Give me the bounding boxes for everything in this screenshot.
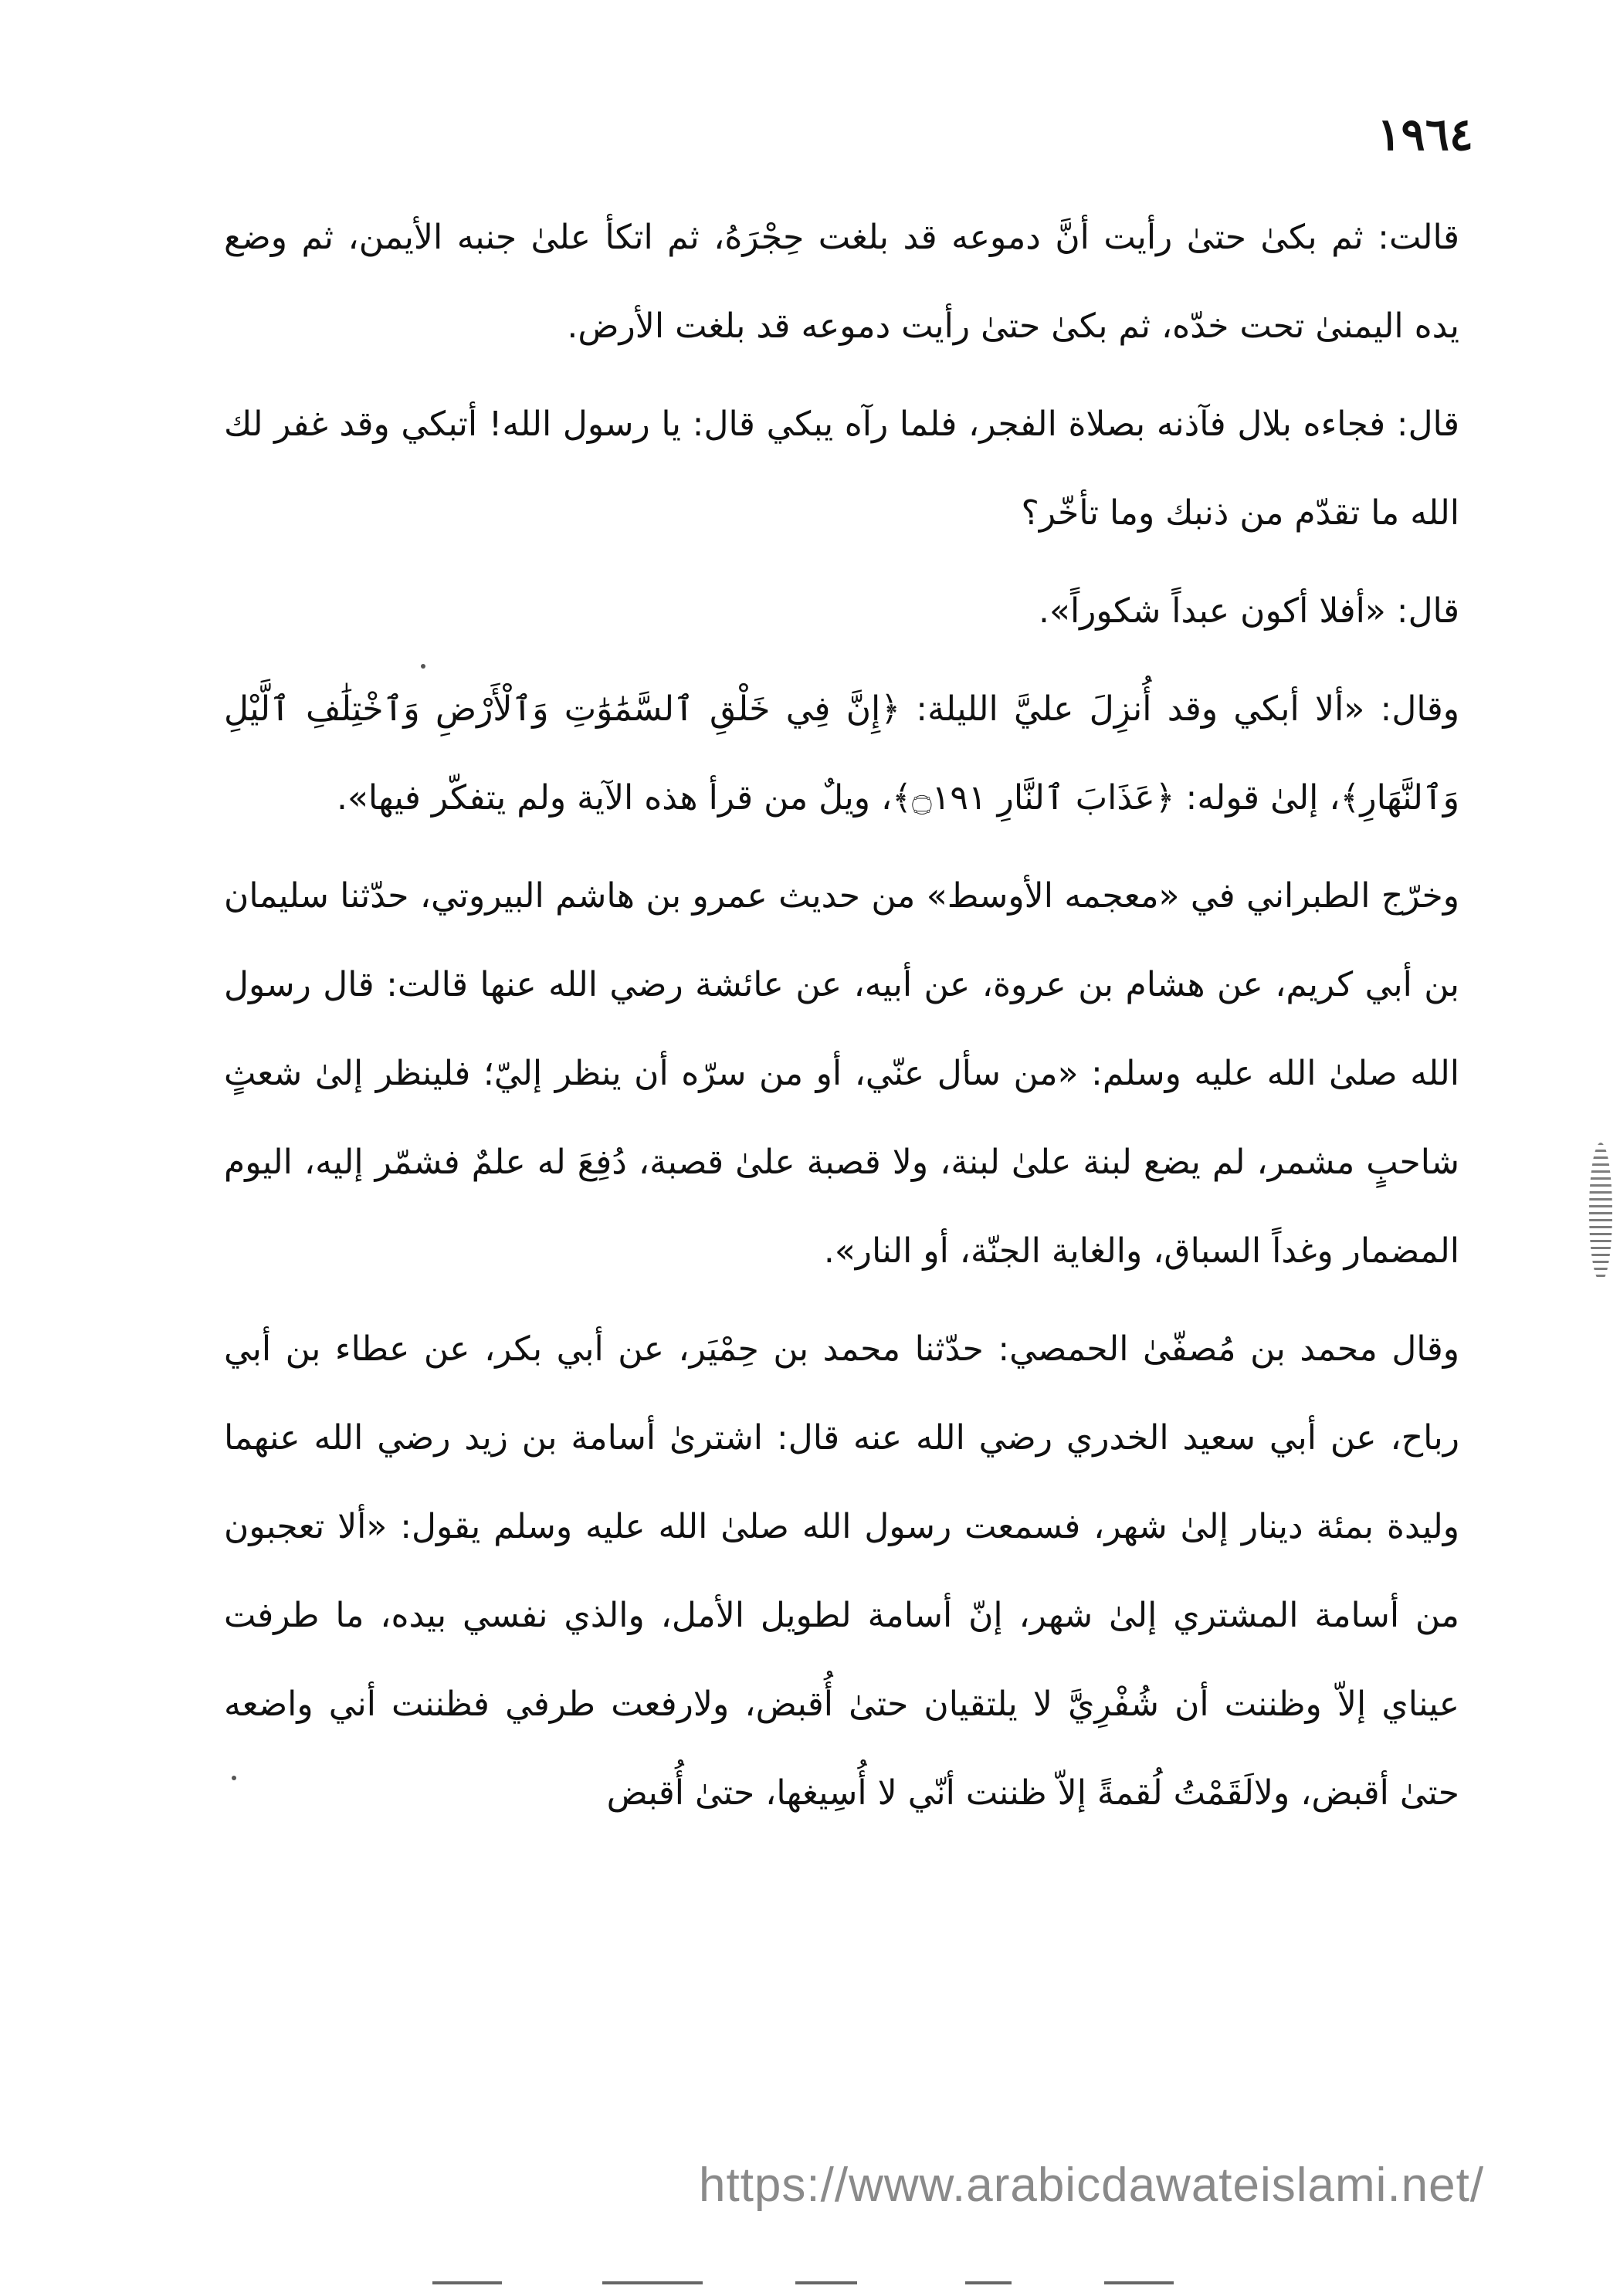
page-number: ١٩٦٤ — [1377, 108, 1473, 161]
scan-dot — [421, 664, 425, 669]
paragraph: قال: «أفلا أكون عبداً شكوراً». — [1039, 591, 1459, 631]
paragraph: قالت: ثم بكىٰ حتىٰ رأيت أنَّ دموعه قد بلغت حِجْرَهُ، ثم اتكأ علىٰ جنبه الأيمن، ثم وضع يده اليمنىٰ تحت خدّه، ثم بكىٰ حتىٰ رأيت دموعه قد بلغت الأرض. — [224, 218, 1459, 346]
paragraph: وخرّج الطبراني في «معجمه الأوسط» من حديث عمرو بن هاشم البيروتي، حدّثنا سليمان بن أبي كريم، عن هشام بن عروة، عن أبيه، عن عائشة رضي الله عنها قالت: قال رسول الله صلىٰ الله عليه وسلم: «من سأل عنّي، أو من سرّه أن ينظر إليّ؛ فلينظر إلىٰ شعثٍ شاحبٍ مشمر، لم يضع لبنة علىٰ لبنة، ولا قصبة علىٰ قصبة، دُفِعَ له علمٌ فشمّر إليه، اليوم المضمار وغداً السباق، والغاية الجنّة، أو النار». — [224, 876, 1459, 1271]
paragraph: وقال محمد بن مُصفّىٰ الحمصي: حدّثنا محمد بن حِمْيَر، عن أبي بكر، عن عطاء بن أبي رباح، عن أبي سعيد الخدري رضي الله عنه قال: اشترىٰ أسامة بن زيد رضي الله عنهما وليدة بمئة دينار إلىٰ شهر، فسمعت رسول الله صلىٰ الله عليه وسلم يقول: «ألا تعجبون من أسامة المشتري إلىٰ شهر، إنّ أسامة لطويل الأمل، والذي نفسي بيده، ما طرفت عيناي إلاّ وظننت أن شُفْرِيَّ لا يلتقيان حتىٰ أُقبض، ولارفعت طرفي فظننت أني واضعه حتىٰ أقبض، ولالَقَمْتُ لُقمةً إلاّ ظننت أنّي لا أُسِيغها، حتىٰ أُقبض — [224, 1329, 1459, 1813]
paragraph: قال: فجاءه بلال فآذنه بصلاة الفجر، فلما رآه يبكي قال: يا رسول الله! أتبكي وقد غفر لك الله ما تقدّم من ذنبك وما تأخّر؟ — [224, 405, 1459, 533]
paragraph: وقال: «ألا أبكي وقد أُنزِلَ عليَّ الليلة: ﴿إِنَّ فِي خَلْقِ ٱلسَّمَٰوَٰتِ وَٱلْأَرْضِ وَٱخْتِلَٰفِ ٱلَّيْلِ وَٱلنَّهَارِ﴾، إلىٰ قوله: ﴿عَذَابَ ٱلنَّارِ ۝١٩١﴾، ويلٌ من قرأ هذه الآية ولم يتفكّر فيها». — [224, 689, 1459, 818]
scan-margin-mark — [1589, 1143, 1612, 1282]
body-text — [224, 193, 1459, 1837]
footer-url[interactable]: https://www.arabicdawateislami.net/ — [699, 2159, 1485, 2212]
scan-footer-rules — [432, 2281, 1218, 2288]
scan-dot — [232, 1776, 236, 1780]
